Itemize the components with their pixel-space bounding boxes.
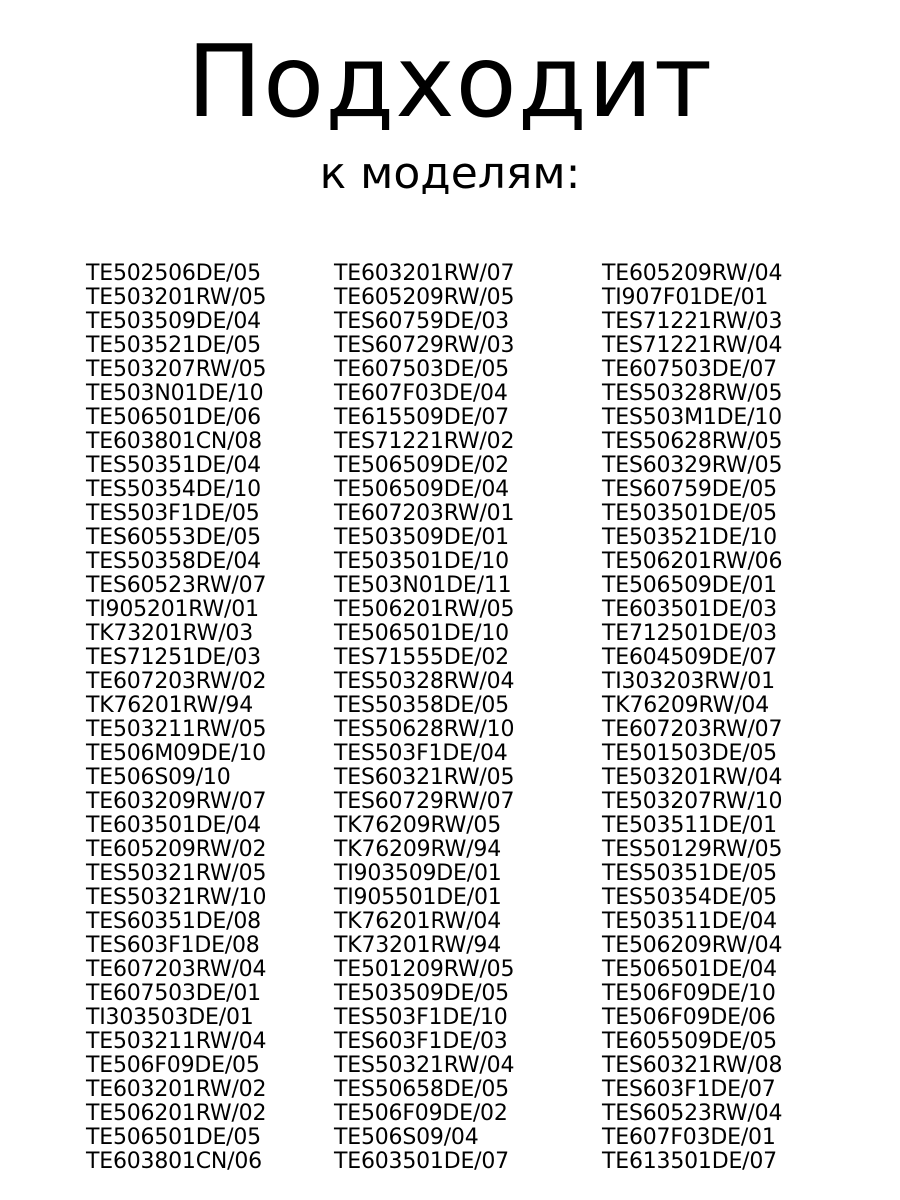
model-code: TES60729RW/07 [334,789,515,814]
model-code: TE503201RW/05 [86,285,267,310]
model-code: TE607503DE/01 [86,981,261,1006]
model-code: TE615509DE/07 [334,405,509,430]
model-code: TK76209RW/94 [334,837,502,862]
model-code: TE603201RW/07 [334,261,515,286]
model-code: TES60523RW/07 [86,573,267,598]
model-code: TE503521DE/05 [86,333,261,358]
model-code: TE607203RW/01 [334,501,515,526]
model-code: TE607503DE/07 [602,357,777,382]
page-subtitle: к моделям: [319,148,581,199]
model-code: TE506F09DE/05 [86,1053,260,1078]
model-code: TES71221RW/03 [602,309,783,334]
model-code: TK76201RW/04 [334,909,502,934]
model-code: TE503N01DE/11 [334,573,512,598]
model-code: TE506201RW/05 [334,597,515,622]
model-code: TES50321RW/04 [334,1053,515,1078]
model-code: TE506501DE/10 [334,621,509,646]
model-code: TI303503DE/01 [86,1005,254,1030]
model-code: TE607F03DE/01 [602,1125,776,1150]
model-code: TE506F09DE/06 [602,1005,776,1030]
model-code: TE503509DE/05 [334,981,509,1006]
model-code: TE506209RW/04 [602,933,783,958]
model-code: TES503F1DE/10 [334,1005,508,1030]
model-code: TES60329RW/05 [602,453,783,478]
model-code: TES50354DE/10 [86,477,261,502]
model-code: TE603501DE/03 [602,597,777,622]
model-code: TE503211RW/04 [86,1029,267,1054]
model-code: TES50658DE/05 [334,1077,509,1102]
model-code: TES71221RW/04 [602,333,783,358]
model-code: TI905501DE/01 [334,885,502,910]
model-code: TE503207RW/05 [86,357,267,382]
model-code: TE506S09/04 [334,1125,479,1150]
model-code: TE503211RW/05 [86,717,267,742]
model-code: TES60523RW/04 [602,1101,783,1126]
model-code: TE503207RW/10 [602,789,783,814]
model-code: TE501503DE/05 [602,741,777,766]
model-code: TE506509DE/04 [334,477,509,502]
model-code: TES50328RW/05 [602,381,783,406]
model-code: TK76209RW/04 [602,693,770,718]
model-code: TE603801CN/08 [86,429,262,454]
model-code: TE603201RW/02 [86,1077,267,1102]
model-code: TE603209RW/07 [86,789,267,814]
model-code: TE607203RW/07 [602,717,783,742]
model-code: TES503F1DE/04 [334,741,508,766]
model-code: TE613501DE/07 [602,1149,777,1174]
model-code: TE506501DE/06 [86,405,261,430]
model-code: TI903509DE/01 [334,861,502,886]
model-code: TE506201RW/06 [602,549,783,574]
model-code: TE506S09/10 [86,765,231,790]
model-code: TES503M1DE/10 [602,405,782,430]
model-code: TK76201RW/94 [86,693,254,718]
model-code: TK73201RW/03 [86,621,254,646]
model-code: TE603501DE/04 [86,813,261,838]
model-code: TE506201RW/02 [86,1101,267,1126]
model-code: TES60321RW/08 [602,1053,783,1078]
model-code: TE503521DE/10 [602,525,777,550]
model-code: TES50351DE/04 [86,453,261,478]
model-code: TES603F1DE/08 [86,933,260,958]
model-code: TE503N01DE/10 [86,381,264,406]
model-code: TE607203RW/04 [86,957,267,982]
model-code: TE607203RW/02 [86,669,267,694]
model-code: TES50628RW/05 [602,429,783,454]
model-code: TE607503DE/05 [334,357,509,382]
model-code: TES603F1DE/07 [602,1077,776,1102]
model-code: TE503511DE/04 [602,909,777,934]
model-code: TI303203RW/01 [602,669,775,694]
model-code: TE503501DE/05 [602,501,777,526]
model-code: TE604509DE/07 [602,645,777,670]
model-code: TE503509DE/04 [86,309,261,334]
model-list-column-1 [86,262,266,1174]
model-code: TI905201RW/01 [86,597,259,622]
model-code: TES50354DE/05 [602,885,777,910]
model-code: TES60759DE/05 [602,477,777,502]
model-code: TES60759DE/03 [334,309,509,334]
model-code: TES50351DE/05 [602,861,777,886]
model-code: TES50321RW/10 [86,885,267,910]
model-code: TES50321RW/05 [86,861,267,886]
model-code: TE506F09DE/10 [602,981,776,1006]
model-code: TE503511DE/01 [602,813,777,838]
model-code: TE506501DE/04 [602,957,777,982]
model-code: TE603501DE/07 [334,1149,509,1174]
model-code: TES503F1DE/05 [86,501,260,526]
model-code: TE605209RW/04 [602,261,783,286]
model-code: TK73201RW/94 [334,933,502,958]
model-code: TE503501DE/10 [334,549,509,574]
model-code: TE506509DE/02 [334,453,509,478]
model-code: TES60351DE/08 [86,909,261,934]
model-code: TES60321RW/05 [334,765,515,790]
model-code: TES60553DE/05 [86,525,261,550]
model-code: TE605209RW/05 [334,285,515,310]
model-code: TE503509DE/01 [334,525,509,550]
page-title: Подходит [186,23,714,140]
model-code: TE506509DE/01 [602,573,777,598]
model-code: TK76209RW/05 [334,813,502,838]
model-code: TES50328RW/04 [334,669,515,694]
model-code: TES71555DE/02 [334,645,509,670]
model-code: TE712501DE/03 [602,621,777,646]
model-code: TE607F03DE/04 [334,381,508,406]
model-code: TES60729RW/03 [334,333,515,358]
model-code: TE605209RW/02 [86,837,267,862]
model-code: TE605509DE/05 [602,1029,777,1054]
model-code: TES50628RW/10 [334,717,515,742]
model-code: TE503201RW/04 [602,765,783,790]
model-code: TES71221RW/02 [334,429,515,454]
model-code: TE506M09DE/10 [86,741,266,766]
model-code: TES603F1DE/03 [334,1029,508,1054]
model-code: TE502506DE/05 [86,261,261,286]
model-code: TE506501DE/05 [86,1125,261,1150]
model-code: TI907F01DE/01 [602,285,769,310]
model-code: TE603801CN/06 [86,1149,262,1174]
model-list-column-2 [334,262,514,1174]
model-list-column-3 [602,262,782,1174]
model-code: TE506F09DE/02 [334,1101,508,1126]
model-code: TES50129RW/05 [602,837,783,862]
model-code: TES50358DE/05 [334,693,509,718]
model-code: TES71251DE/03 [86,645,261,670]
model-code: TE501209RW/05 [334,957,515,982]
model-code: TES50358DE/04 [86,549,261,574]
